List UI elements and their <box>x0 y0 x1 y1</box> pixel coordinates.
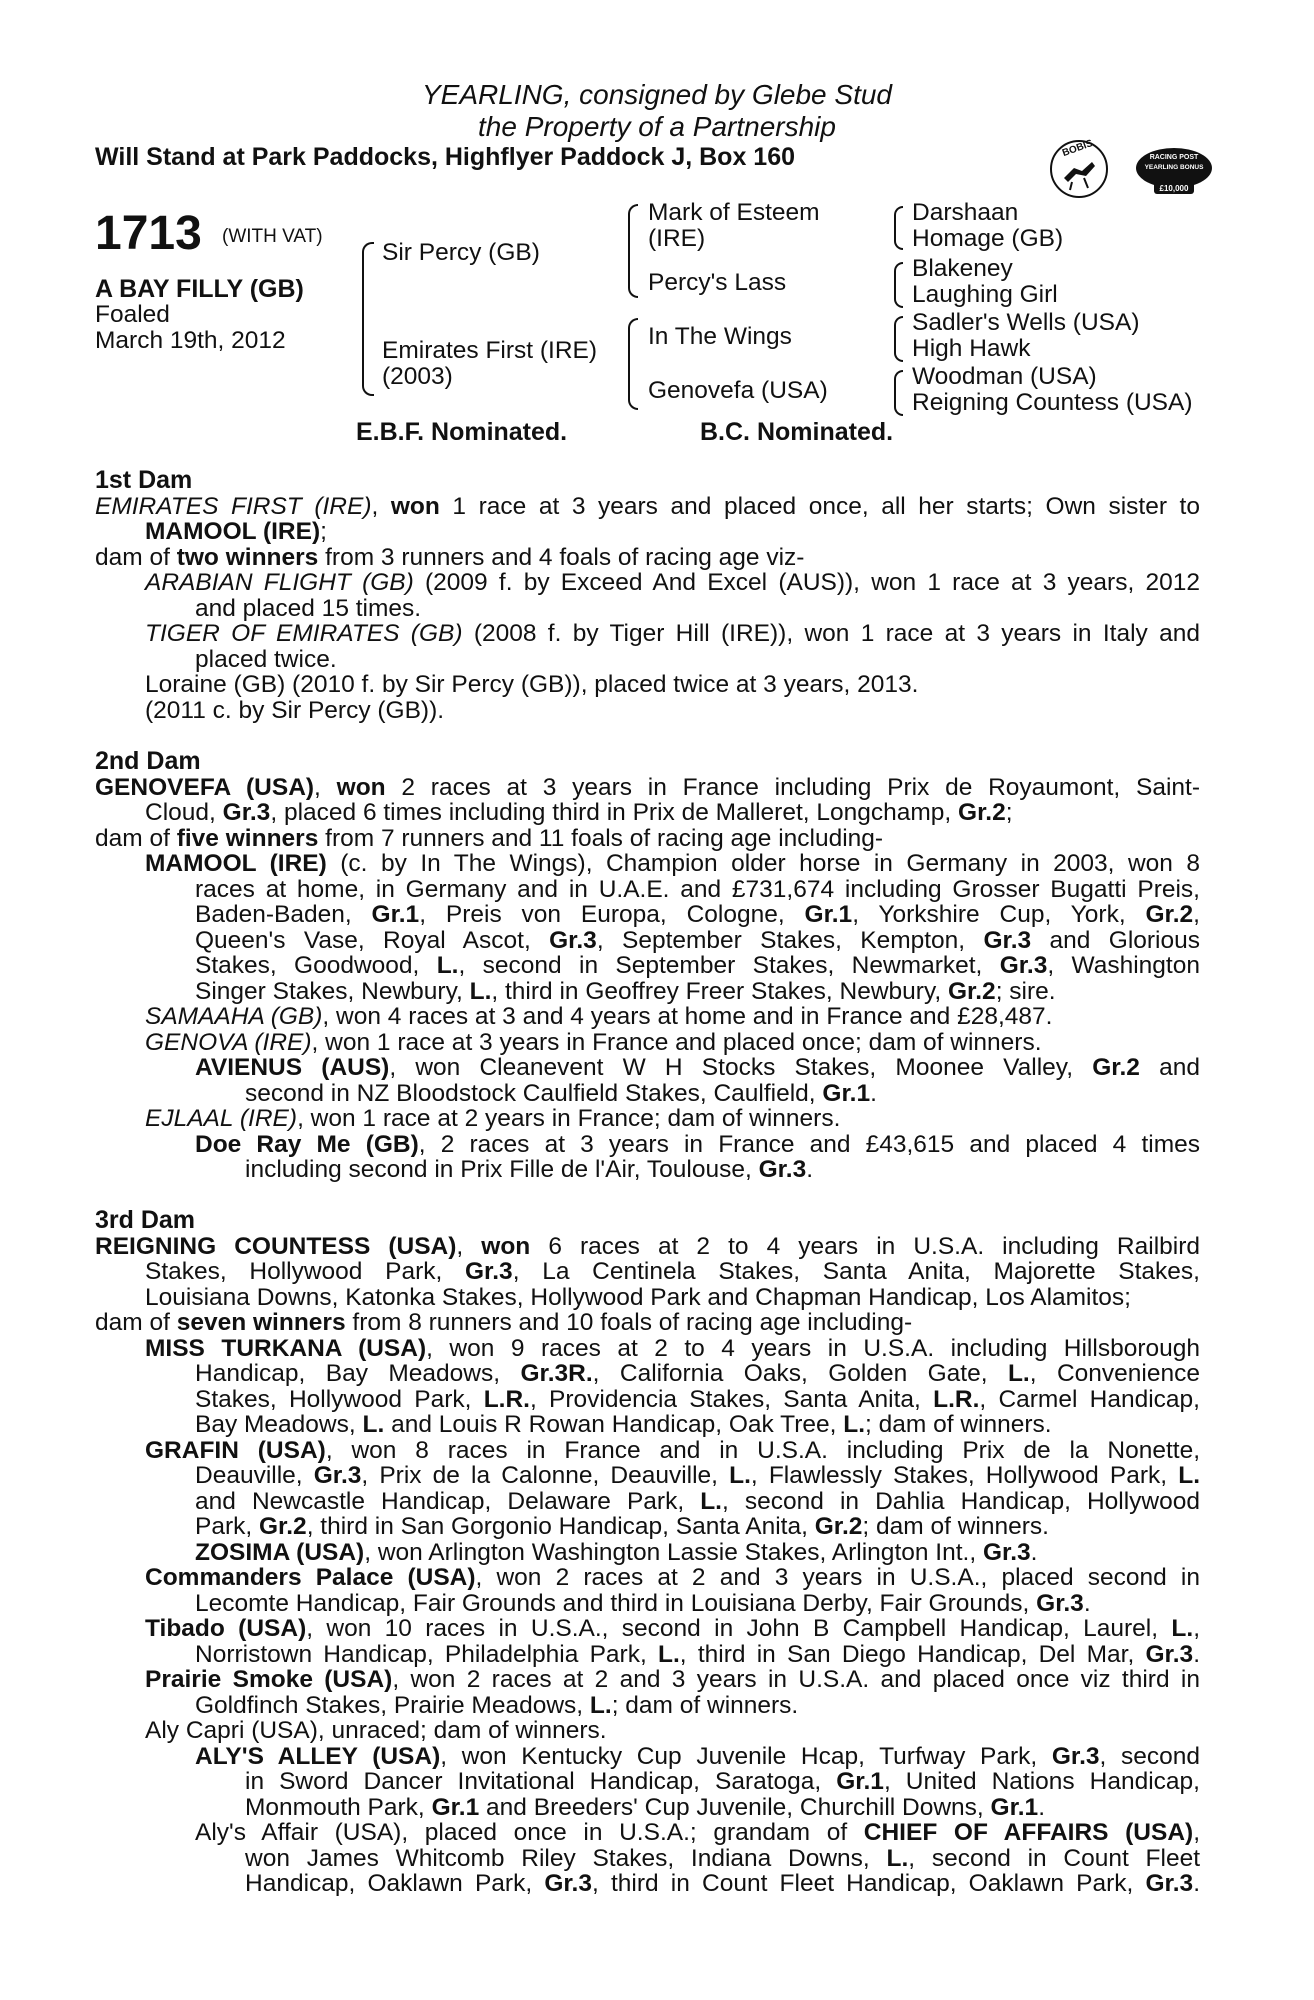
header-line-consignor: YEARLING, consigned by Glebe Stud <box>421 79 893 110</box>
pedigree-gen3-6: High Hawk <box>912 335 1031 362</box>
text-line: Doe Ray Me (GB), 2 races at 3 years in France and £43,615 and placed 4 times <box>195 1130 1200 1158</box>
first-dam-section <box>95 468 1200 723</box>
text-line: AVIENUS (AUS), won Cleanevent W H Stocks Stakes, Moonee Valley, Gr.2 and <box>195 1054 1200 1081</box>
text-line: (2011 c. by Sir Percy (GB)). <box>145 696 445 724</box>
bonus-amount-text: £10,000 <box>1159 184 1189 193</box>
text-line: won James Whitcomb Riley Stakes, Indiana Downs, L., second in Count Fleet <box>245 1844 1200 1872</box>
header-line-owner: the Property of a Partnership <box>478 111 836 142</box>
text-line: Cloud, Gr.3, placed 6 times including third in Prix de Malleret, Longchamp, Gr.2; <box>145 799 1013 826</box>
text-line: EMIRATES FIRST (IRE), won 1 race at 3 years and placed once, all her starts; Own sister to <box>95 492 1200 520</box>
pedigree-brace-g1 <box>894 206 903 250</box>
foaled-label: Foaled <box>95 301 170 328</box>
pedigree-sire: Sir Percy (GB) <box>382 239 540 266</box>
text-line: Deauville, Gr.3, Prix de la Calonne, Deauville, L., Flawlessly Stakes, Hollywood Park, L. <box>195 1462 1201 1489</box>
text-line: GENOVA (IRE), won 1 race at 3 years in France and placed once; dam of winners. <box>145 1028 1042 1056</box>
text-line: ZOSIMA (USA), won Arlington Washington Lassie Stakes, Arlington Int., Gr.3. <box>195 1538 1038 1566</box>
ebf-nominated: E.B.F. Nominated. <box>356 418 568 446</box>
pedigree-gen3-1: Darshaan <box>912 199 1019 226</box>
text-line: Park, Gr.2, third in San Gorgonio Handicap, Santa Anita, Gr.2; dam of winners. <box>195 1513 1049 1540</box>
pedigree-brace-g2 <box>894 262 903 308</box>
pedigree-gen3-3: Blakeney <box>912 255 1013 282</box>
yearling-bonus-text: YEARLING BONUS <box>1144 164 1204 171</box>
pedigree-brace-dam <box>628 318 638 410</box>
text-line: ALY'S ALLEY (USA), won Kentucky Cup Juvenile Hcap, Turfway Park, Gr.3, second <box>195 1742 1200 1770</box>
text-line: dam of five winners from 7 runners and 11 foals of racing age including- <box>95 824 884 852</box>
text-line: dam of seven winners from 8 runners and 10 foals of racing age including- <box>95 1309 913 1336</box>
third-dam-heading: 3rd Dam <box>95 1206 196 1234</box>
text-line: and Newcastle Handicap, Delaware Park, L., second in Dahlia Handicap, Hollywood <box>195 1487 1201 1515</box>
pedigree-sire-sire: Mark of Esteem <box>648 199 820 226</box>
lot-number: 1713 <box>95 207 202 260</box>
text-line: Loraine (GB) (2010 f. by Sir Percy (GB)), placed twice at 3 years, 2013. <box>145 671 919 698</box>
racing-post-yearling-bonus-logo <box>1132 144 1216 196</box>
text-line: REIGNING COUNTESS (USA), won 6 races at 2 to 4 years in U.S.A. including Railbird <box>95 1232 1200 1260</box>
text-line: Prairie Smoke (USA), won 2 races at 2 and 3 years in U.S.A. and placed once viz third in <box>145 1666 1200 1693</box>
text-line: Aly's Affair (USA), placed once in U.S.A.; grandam of CHIEF OF AFFAIRS (USA), <box>195 1819 1200 1846</box>
text-line: GENOVEFA (USA), won 2 races at 3 years in France including Prix de Royaumont, Saint- <box>95 773 1200 801</box>
first-dam-heading: 1st Dam <box>95 466 193 494</box>
pedigree-brace-g4 <box>894 370 903 416</box>
second-dam-section <box>95 749 1200 1183</box>
pedigree-brace-g3 <box>894 316 903 362</box>
text-line: SAMAAHA (GB), won 4 races at 3 and 4 years at home and in France and £28,487. <box>145 1003 1053 1030</box>
text-line: Queen's Vase, Royal Ascot, Gr.3, September Stakes, Kempton, Gr.3 and Glorious <box>195 926 1200 954</box>
pedigree-gen3-4: Laughing Girl <box>912 281 1058 308</box>
foaled-date: March 19th, 2012 <box>95 327 286 354</box>
pedigree-gen3-5: Sadler's Wells (USA) <box>912 309 1140 336</box>
text-line: placed twice. <box>195 645 337 673</box>
text-line: MAMOOL (IRE) (c. by In The Wings), Champion older horse in Germany in 2003, won 8 <box>145 850 1200 877</box>
text-line: Handicap, Oaklawn Park, Gr.3, third in Count Fleet Handicap, Oaklawn Park, Gr.3. <box>245 1870 1200 1897</box>
text-line: GRAFIN (USA), won 8 races in France and in U.S.A. including Prix de la Nonette, <box>145 1436 1200 1464</box>
text-line: races at home, in Germany and in U.A.E. and £731,674 including Grosser Bugatti Preis, <box>195 875 1200 903</box>
pedigree-brace-sire <box>628 204 638 298</box>
lot-title: A BAY FILLY (GB) <box>95 275 304 303</box>
text-line: Norristown Handicap, Philadelphia Park, L., third in San Diego Handicap, Del Mar, Gr.3. <box>195 1640 1200 1668</box>
text-line: MISS TURKANA (USA), won 9 races at 2 to 4 years in U.S.A. including Hillsborough <box>145 1334 1200 1362</box>
text-line: Commanders Palace (USA), won 2 races at 2 and 3 years in U.S.A., placed second in <box>145 1564 1200 1591</box>
pedigree-brace-main <box>362 242 374 396</box>
pedigree-sire-sire-country: (IRE) <box>648 225 706 252</box>
text-line: Goldfinch Stakes, Prairie Meadows, L.; dam of winners. <box>195 1691 799 1719</box>
pedigree-sire-dam: Percy's Lass <box>648 269 787 296</box>
text-line: including second in Prix Fille de l'Air, Toulouse, Gr.3. <box>245 1156 814 1183</box>
bc-nominated: B.C. Nominated. <box>700 418 894 446</box>
text-line: EJLAAL (IRE), won 1 race at 2 years in France; dam of winners. <box>145 1105 841 1132</box>
pedigree-dam: Emirates First (IRE) <box>382 337 598 364</box>
pedigree-gen3-8: Reigning Countess (USA) <box>912 389 1193 416</box>
text-line: Stakes, Goodwood, L., second in September Stakes, Newmarket, Gr.3, Washington <box>195 952 1200 979</box>
text-line: in Sword Dancer Invitational Handicap, Saratoga, Gr.1, United Nations Handicap, <box>245 1768 1200 1795</box>
text-line: Handicap, Bay Meadows, Gr.3R., California Oaks, Golden Gate, L., Convenience <box>195 1360 1200 1387</box>
text-line: Tibado (USA), won 10 races in U.S.A., second in John B Campbell Handicap, Laurel, L., <box>145 1615 1200 1642</box>
text-line: Bay Meadows, L. and Louis R Rowan Handicap, Oak Tree, L.; dam of winners. <box>195 1411 1052 1438</box>
text-line: Monmouth Park, Gr.1 and Breeders' Cup Juvenile, Churchill Downs, Gr.1. <box>245 1793 1046 1821</box>
text-line: Louisiana Downs, Katonka Stakes, Hollywood Park and Chapman Handicap, Los Alamitos; <box>145 1283 1131 1311</box>
text-line: second in NZ Bloodstock Caulfield Stakes, Caulfield, Gr.1. <box>245 1079 877 1107</box>
pedigree-dam-year: (2003) <box>382 363 453 390</box>
text-line: and placed 15 times. <box>195 594 422 622</box>
text-line: Baden-Baden, Gr.1, Preis von Europa, Cologne, Gr.1, Yorkshire Cup, York, Gr.2, <box>195 901 1200 928</box>
second-dam-heading: 2nd Dam <box>95 747 201 775</box>
vat-label: (WITH VAT) <box>222 226 323 247</box>
text-line: TIGER OF EMIRATES (GB) (2008 f. by Tiger Hill (IRE)), won 1 race at 3 years in Italy and <box>145 620 1200 647</box>
text-line: MAMOOL (IRE); <box>145 518 327 545</box>
pedigree-gen3-7: Woodman (USA) <box>912 363 1097 390</box>
pedigree-dam-sire: In The Wings <box>648 323 792 350</box>
text-line: Lecomte Handicap, Fair Grounds and third in Louisiana Derby, Fair Grounds, Gr.3. <box>195 1589 1091 1617</box>
pedigree-dam-dam: Genovefa (USA) <box>648 377 828 404</box>
text-line: Aly Capri (USA), unraced; dam of winners. <box>145 1717 607 1744</box>
text-line: dam of two winners from 3 runners and 4 foals of racing age viz- <box>95 543 805 571</box>
third-dam-section <box>95 1208 1200 1897</box>
text-line: Singer Stakes, Newbury, L., third in Geoffrey Freer Stakes, Newbury, Gr.2; sire. <box>195 977 1056 1005</box>
text-line: ARABIAN FLIGHT (GB) (2009 f. by Exceed And Excel (AUS)), won 1 race at 3 years, 2012 <box>145 569 1200 596</box>
pedigree-gen3-2: Homage (GB) <box>912 225 1064 252</box>
text-line: Stakes, Hollywood Park, Gr.3, La Centinela Stakes, Santa Anita, Majorette Stakes, <box>145 1258 1200 1285</box>
bobis-text: BOBIS <box>1060 137 1095 160</box>
header-line-stand: Will Stand at Park Paddocks, Highflyer Paddock J, Box 160 <box>95 143 795 171</box>
text-line: Stakes, Hollywood Park, L.R., Providencia Stakes, Santa Anita, L.R., Carmel Handicap, <box>195 1385 1200 1413</box>
bobis-logo <box>1048 138 1110 200</box>
racing-post-text: RACING POST <box>1149 154 1199 161</box>
